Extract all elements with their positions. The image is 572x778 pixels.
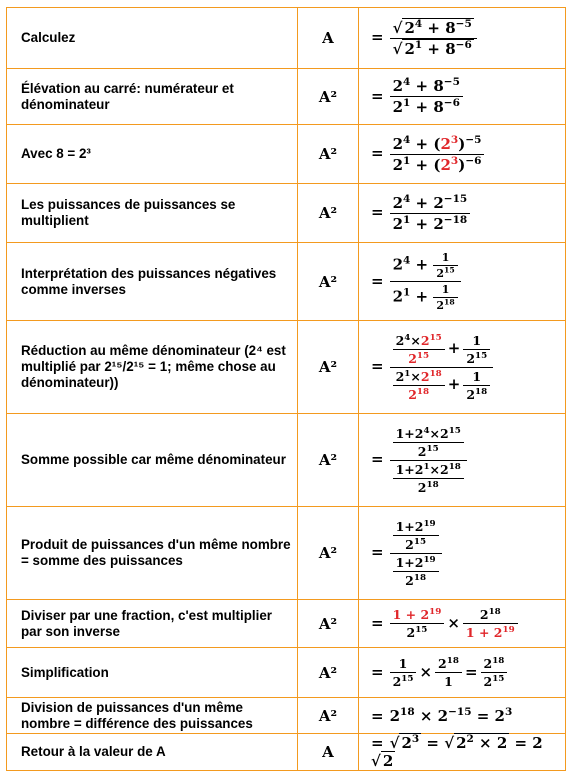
- step-variable: A²: [298, 648, 359, 698]
- step-description: Somme possible car même dénominateur: [7, 414, 298, 507]
- step-formula: = $\frac{1}{2^{15}}$ × $\frac{2^{18}}{1}$ = $\frac{2^{18}}{2^{15}}$: [359, 648, 566, 698]
- table-row: [7, 125, 566, 184]
- step-variable: A: [298, 8, 359, 69]
- step-variable: A²: [298, 507, 359, 600]
- step-formula: = $\frac{1 + 2^{19}}{2^{15}}$ × $\frac{2^{18}}{1 + 2^{19}}$: [359, 600, 566, 648]
- step-description: Calculez: [7, 8, 298, 69]
- step-formula: = $\frac{2^4 + 2^{-15}}{2^1 + 2^{-18}}$: [359, 184, 566, 243]
- step-formula: = $2^{18} \times 2^{-15} = 2^3$: [359, 698, 566, 734]
- step-formula: = $\frac{2^4 + 8^{-5}}{2^1 + 8^{-6}}$: [359, 69, 566, 125]
- step-description: Avec 8 = 2³: [7, 125, 298, 184]
- table-row: [7, 734, 566, 771]
- step-description: Interprétation des puissances négatives comme inverses: [7, 243, 298, 321]
- step-formula: = $\frac{\frac{1+2^{19}}{2^{15}}}{\frac{1+2^{19}}{2^{18}}}$: [359, 507, 566, 600]
- step-formula: = $\frac{\frac{1+2^4\times 2^{15}}{2^{15}}}{\frac{1+2^1\times 2^{18}}{2^{18}}}$: [359, 414, 566, 507]
- step-formula: = $2^4$ + $\frac{1}{2^{15}}$ $2^1$ + $\frac{1}{2^{18}}$: [359, 243, 566, 321]
- step-description: Élévation au carré: numérateur et dénominateur: [7, 69, 298, 125]
- table-row: [7, 698, 566, 734]
- step-variable: A²: [298, 69, 359, 125]
- step-variable: A²: [298, 600, 359, 648]
- step-variable: A²: [298, 321, 359, 414]
- step-variable: A²: [298, 698, 359, 734]
- step-description: Produit de puissances d'un même nombre = somme des puissances: [7, 507, 298, 600]
- steps-table: [6, 7, 566, 771]
- step-description: Division de puissances d'un même nombre = différence des puissances: [7, 698, 298, 734]
- table-row: [7, 648, 566, 698]
- step-variable: A²: [298, 243, 359, 321]
- step-formula: = $\frac{2^4\times 2^{15}}{2^{15}}$ + $\frac{1}{2^{15}}$ $\frac{2^1\times 2^{18}}{2^{18}}$ + $\frac{1}{2^{18}}$: [359, 321, 566, 414]
- step-description: Les puissances de puissances se multiplient: [7, 184, 298, 243]
- table-row: [7, 184, 566, 243]
- step-formula: = √ $2^3$ = √ $2^2 \times 2 = 2√$ 2: [359, 734, 566, 771]
- step-description: Diviser par une fraction, c'est multiplier par son inverse: [7, 600, 298, 648]
- step-description: Réduction au même dénominateur (2⁴ est multiplié par 2¹⁵/2¹⁵ = 1; même chose au dénominateur)): [7, 321, 298, 414]
- step-formula: = $\frac{2^4 + (2^3)^{-5}}{2^1 + (2^3)^{-6}}$: [359, 125, 566, 184]
- step-variable: A²: [298, 125, 359, 184]
- table-row: [7, 600, 566, 648]
- step-variable: A²: [298, 184, 359, 243]
- step-description: Simplification: [7, 648, 298, 698]
- step-description: Retour à la valeur de A: [7, 734, 298, 771]
- table-row: [7, 321, 566, 414]
- table-row: [7, 8, 566, 69]
- table-row: [7, 243, 566, 321]
- step-variable: A: [298, 734, 359, 771]
- table-row: [7, 69, 566, 125]
- step-formula: = $\frac{√ 2^4 + 8^{-5}}{√ 2^1 + 8^{-6}}$: [359, 8, 566, 69]
- table-row: [7, 414, 566, 507]
- step-variable: A²: [298, 414, 359, 507]
- table-row: [7, 507, 566, 600]
